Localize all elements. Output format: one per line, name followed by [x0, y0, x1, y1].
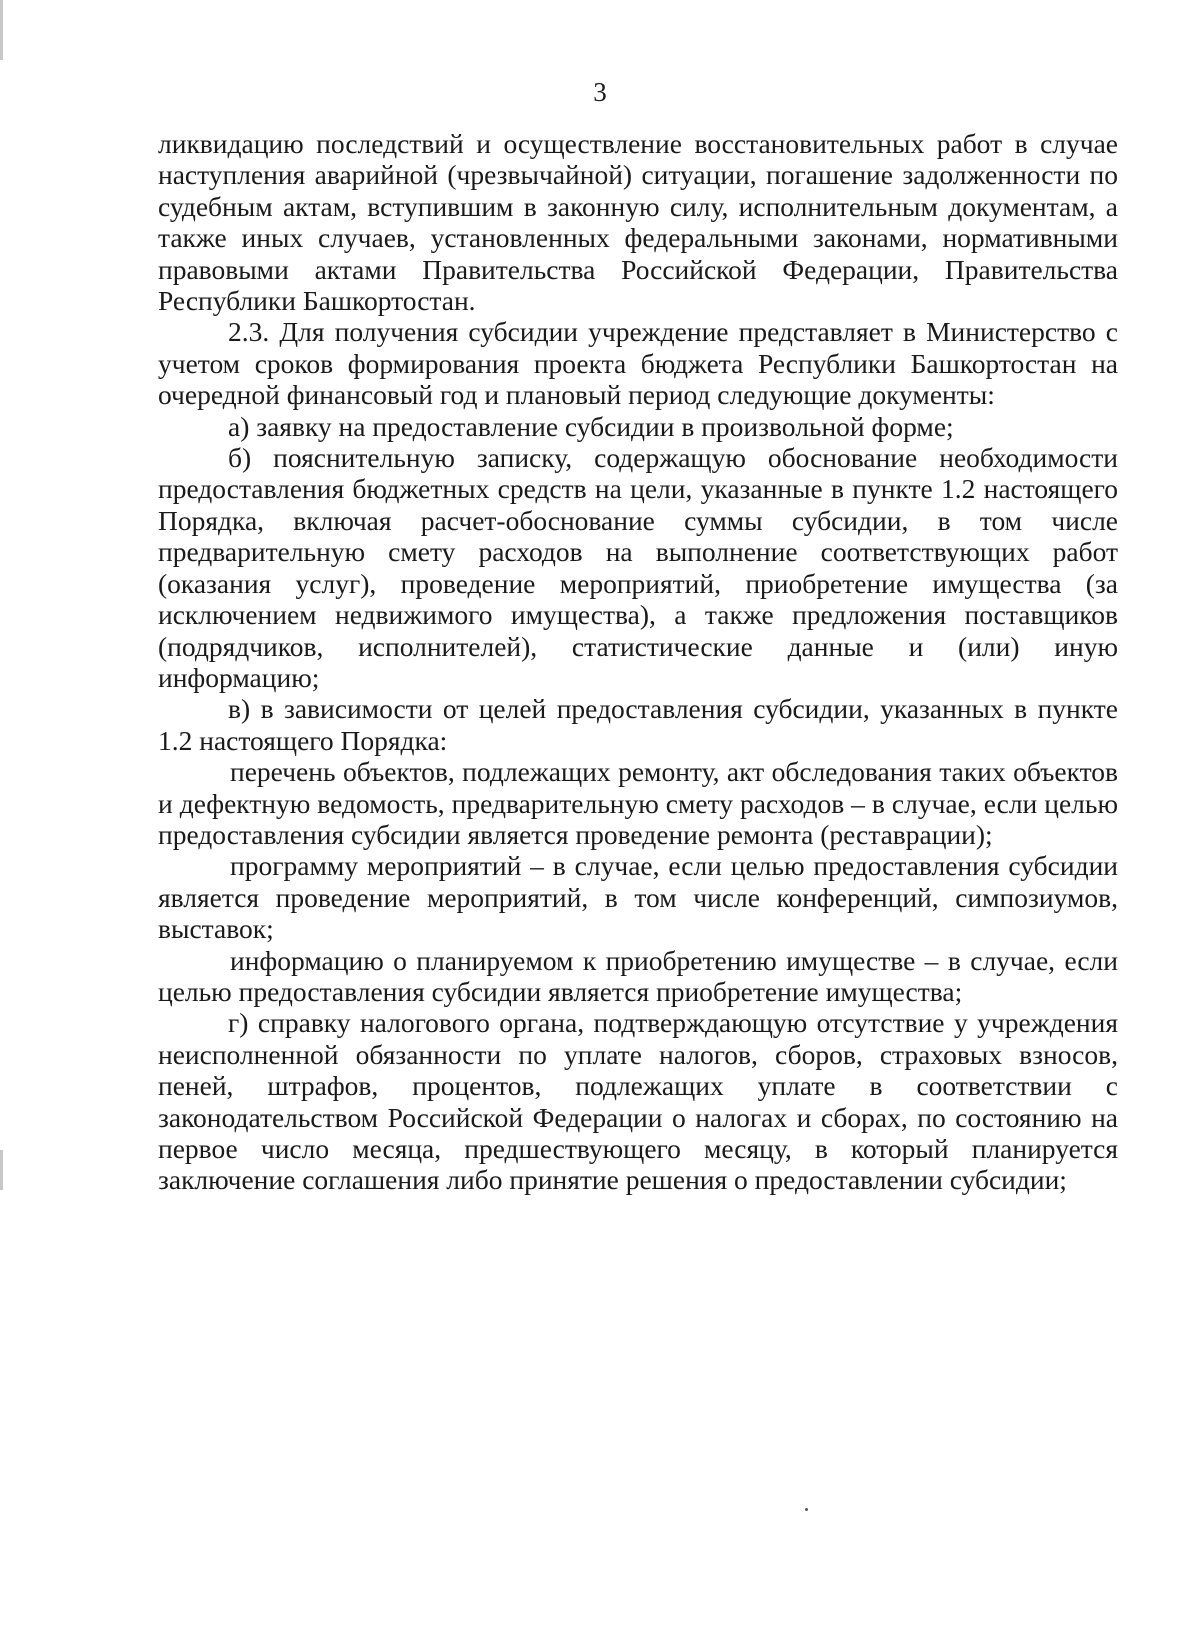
- paragraph-clause-2-3: 2.3. Для получения субсидии учреждение представляет в Министерство с учетом сроков формирования проекта бюджета Республики Башкортостан на очередной финансовый год и плановый период следующие документы:: [158, 316, 1118, 411]
- page-number: 3: [593, 77, 607, 107]
- paragraph-item-g: г) справку налогового органа, подтверждающую отсутствие у учреждения неисполненной обязанности по уплате налогов, сборов, страховых взносов, пеней, штрафов, процентов, подлежащих уплате в соответствии с законодательством Российской Федерации о налогах и сборах, по состоянию на первое число месяца, предшествующего месяцу, в который планируется заключение соглашения либо принятие решения о предоставлении субсидии;: [158, 1007, 1118, 1196]
- paragraph-item-v-events: программу мероприятий – в случае, если целью предоставления субсидии является проведение мероприятий, в том числе конференций, симпозиумов, выставок;: [158, 850, 1118, 945]
- paragraph-continuation: ликвидацию последствий и осуществление восстановительных работ в случае наступления аварийной (чрезвычайной) ситуации, погашение задолженности по судебным актам, вступившим в законную силу, исполнительным документам, а также иных случаев, установленных федеральными законами, нормативными правовыми актами Правительства Российской Федерации, Правительства Республики Башкортостан.: [158, 128, 1118, 317]
- document-body: [158, 128, 1118, 1196]
- scan-edge-mark-top: [0, 0, 3, 60]
- paragraph-item-v-repair: перечень объектов, подлежащих ремонту, акт обследования таких объектов и дефектную ведомость, предварительную смету расходов – в случае, если целью предоставления субсидии является проведение ремонта (реставрации);: [158, 756, 1118, 850]
- paragraph-item-v-property: информацию о планируемом к приобретению имуществе – в случае, если целью предоставления субсидии является приобретение имущества;: [158, 944, 1118, 1007]
- paragraph-item-b: б) пояснительную записку, содержащую обоснование необходимости предоставления бюджетных средств на цели, указанные в пункте 1.2 настоящего Порядка, включая расчет-обоснование суммы субсидии, в том числе предварительную смету расходов на выполнение соответствующих работ (оказания услуг), проведение мероприятий, приобретение имущества (за исключением недвижимого имущества), а также предложения поставщиков (подрядчиков, исполнителей), статистические данные и (или) иную информацию;: [158, 442, 1118, 693]
- paragraph-item-a: а) заявку на предоставление субсидии в произвольной форме;: [228, 410, 954, 442]
- scan-speck: [805, 1508, 808, 1511]
- paragraph-item-v: в) в зависимости от целей предоставления субсидии, указанных в пункте 1.2 настоящего Порядка:: [158, 693, 1118, 756]
- scan-edge-mark-middle: [0, 1150, 3, 1190]
